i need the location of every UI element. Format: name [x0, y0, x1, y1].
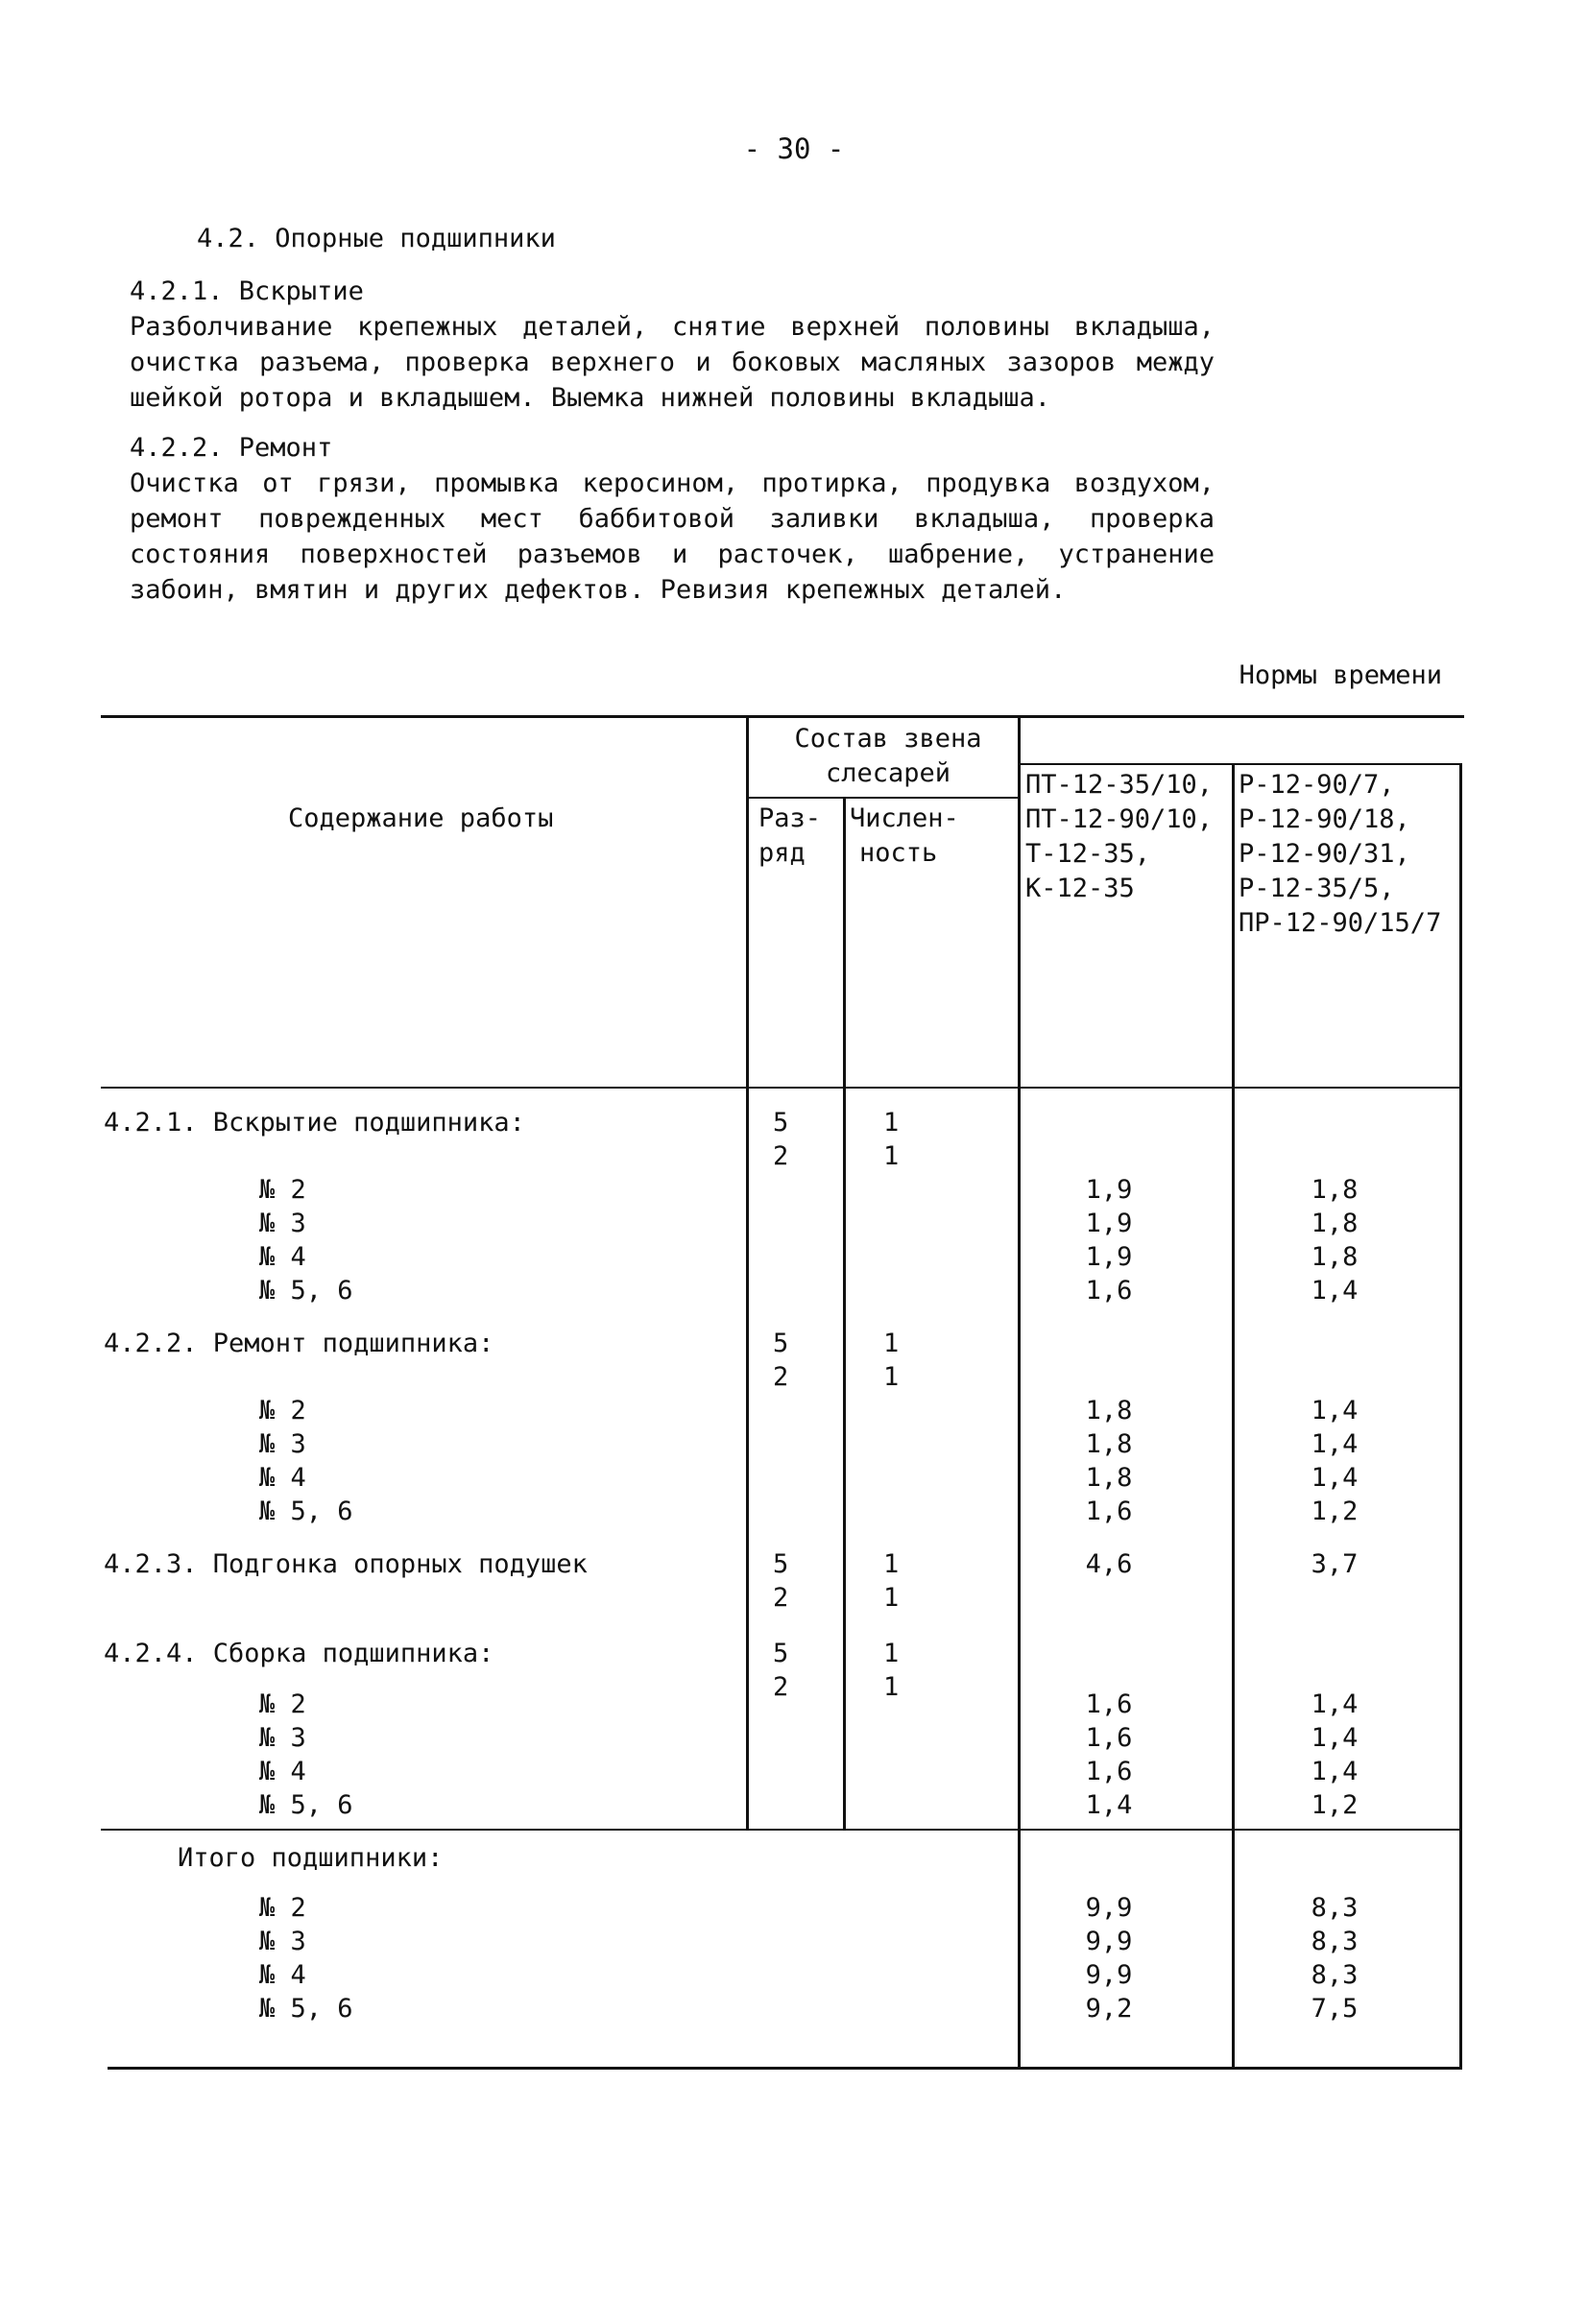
rank-value: 5 — [773, 1108, 789, 1138]
value-col-b: 1,2 — [1311, 1790, 1359, 1820]
total-col-b: 8,3 — [1311, 1927, 1359, 1956]
column-header-a-line-1: ПТ-12-35/10, — [1025, 770, 1214, 800]
table-vline-5 — [1459, 763, 1462, 2069]
column-header-b-line-4: Р-12-35/5, — [1239, 874, 1395, 903]
subsection-text-4-2-1 — [130, 309, 1215, 416]
rank-value: 2 — [773, 1141, 789, 1171]
section-heading-4-2: 4.2. Опорные подшипники — [197, 224, 556, 253]
value-col-a: 1,4 — [1085, 1790, 1133, 1820]
value-col-b: 3,7 — [1311, 1549, 1359, 1579]
total-col-a: 9,9 — [1085, 1893, 1133, 1923]
value-col-a: 4,6 — [1085, 1549, 1133, 1579]
table-header-bottom-rule — [101, 1087, 1462, 1089]
total-row-label: № 4 — [259, 1960, 306, 1990]
row-label: № 2 — [259, 1689, 306, 1719]
row-label: № 3 — [259, 1723, 306, 1753]
value-col-b: 1,4 — [1311, 1463, 1359, 1493]
page-number: - 30 - — [743, 132, 845, 165]
count-value: 1 — [883, 1549, 900, 1579]
row-label: № 5, 6 — [259, 1790, 353, 1820]
table-vline-3 — [1018, 715, 1021, 2069]
total-col-a: 9,2 — [1085, 1994, 1133, 2024]
column-header-rank-1: Раз- — [758, 803, 822, 833]
total-col-b: 8,3 — [1311, 1893, 1359, 1923]
column-header-b-line-5: ПР-12-90/15/7 — [1239, 908, 1442, 938]
table-crew-rule — [746, 797, 1019, 799]
value-col-b: 1,4 — [1311, 1396, 1359, 1426]
subsection-heading-4-2-1: 4.2.1. Вскрытие — [130, 276, 364, 306]
total-row-label: № 5, 6 — [259, 1994, 353, 2024]
group-title: 4.2.2. Ремонт подшипника: — [104, 1329, 494, 1358]
row-label: № 4 — [259, 1463, 306, 1493]
value-col-a: 1,9 — [1085, 1175, 1133, 1205]
total-row-label: № 3 — [259, 1927, 306, 1956]
value-col-a: 1,6 — [1085, 1757, 1133, 1786]
subsection-text-4-2-2 — [130, 466, 1215, 608]
value-col-b: 1,4 — [1311, 1723, 1359, 1753]
value-col-a: 1,6 — [1085, 1689, 1133, 1719]
norms-caption: Нормы времени — [1239, 660, 1442, 690]
value-col-b: 1,2 — [1311, 1497, 1359, 1526]
group-title: 4.2.4. Сборка подшипника: — [104, 1639, 494, 1668]
subsection-heading-4-2-2: 4.2.2. Ремонт — [130, 433, 333, 463]
group-title: 4.2.1. Вскрытие подшипника: — [104, 1108, 525, 1138]
count-value: 1 — [883, 1329, 900, 1358]
row-label: № 4 — [259, 1757, 306, 1786]
column-header-count-1: Числен- — [850, 803, 959, 833]
value-col-b: 1,4 — [1311, 1276, 1359, 1306]
total-row-label: № 2 — [259, 1893, 306, 1923]
value-col-a: 1,6 — [1085, 1276, 1133, 1306]
row-label: № 2 — [259, 1175, 306, 1205]
table-subheader-rule — [1018, 763, 1462, 765]
value-col-b: 1,8 — [1311, 1209, 1359, 1238]
value-col-b: 1,4 — [1311, 1429, 1359, 1459]
value-col-b: 1,8 — [1311, 1175, 1359, 1205]
total-col-a: 9,9 — [1085, 1927, 1133, 1956]
count-value: 1 — [883, 1141, 900, 1171]
total-col-a: 9,9 — [1085, 1960, 1133, 1990]
table-vline-4 — [1232, 763, 1235, 2069]
rank-value: 5 — [773, 1639, 789, 1668]
table-vline-2 — [843, 797, 846, 1829]
count-value: 1 — [883, 1362, 900, 1392]
column-header-b-line-3: Р-12-90/31, — [1239, 839, 1410, 869]
row-label: № 3 — [259, 1209, 306, 1238]
paragraph-repair: Очистка от грязи, промывка керосином, протирка, продувка воздухом, ремонт поврежденных мест баббитовой заливки вкладыша, проверка состояния поверхностей разъемов и расточек, шабрение, устранение забоин, вмятин и других дефектов. Ревизия крепежных деталей. — [130, 468, 1215, 605]
total-col-b: 7,5 — [1311, 1994, 1359, 2024]
count-value: 1 — [883, 1108, 900, 1138]
column-header-a-line-4: К-12-35 — [1025, 874, 1135, 903]
row-label: № 2 — [259, 1396, 306, 1426]
row-label: № 3 — [259, 1429, 306, 1459]
rank-value: 5 — [773, 1549, 789, 1579]
count-value: 1 — [883, 1583, 900, 1613]
value-col-a: 1,6 — [1085, 1497, 1133, 1526]
rank-value: 2 — [773, 1672, 789, 1702]
row-label: № 5, 6 — [259, 1276, 353, 1306]
value-col-a: 1,9 — [1085, 1242, 1133, 1272]
rank-value: 5 — [773, 1329, 789, 1358]
table-vline-1 — [746, 715, 749, 1829]
table-top-rule — [101, 715, 1464, 718]
value-col-a: 1,8 — [1085, 1396, 1133, 1426]
value-col-a: 1,6 — [1085, 1723, 1133, 1753]
row-label: № 4 — [259, 1242, 306, 1272]
column-header-work: Содержание работы — [288, 803, 554, 833]
table-total-rule — [101, 1829, 1462, 1831]
value-col-a: 1,8 — [1085, 1463, 1133, 1493]
total-title: Итого подшипники: — [178, 1843, 444, 1873]
count-value: 1 — [883, 1639, 900, 1668]
value-col-a: 1,9 — [1085, 1209, 1133, 1238]
rank-value: 2 — [773, 1583, 789, 1613]
total-col-b: 8,3 — [1311, 1960, 1359, 1990]
paragraph-opening: Разболчивание крепежных деталей, снятие верхней половины вкладыша, очистка разъема, проверка верхнего и боковых масляных зазоров между шейкой ротора и вкладышем. Выемка нижней половины вкладыша. — [130, 312, 1215, 413]
column-header-crew: Состав звена слесарей — [794, 724, 982, 788]
table-bottom-rule — [108, 2067, 1462, 2070]
column-header-count-2: ность — [859, 838, 938, 868]
column-header-b-line-2: Р-12-90/18, — [1239, 804, 1410, 834]
group-title: 4.2.3. Подгонка опорных подушек — [104, 1549, 588, 1579]
column-header-a-line-2: ПТ-12-90/10, — [1025, 804, 1214, 834]
value-col-b: 1,8 — [1311, 1242, 1359, 1272]
column-header-a-line-3: Т-12-35, — [1025, 839, 1151, 869]
value-col-b: 1,4 — [1311, 1757, 1359, 1786]
column-header-b-line-1: Р-12-90/7, — [1239, 770, 1395, 800]
value-col-b: 1,4 — [1311, 1689, 1359, 1719]
rank-value: 2 — [773, 1362, 789, 1392]
row-label: № 5, 6 — [259, 1497, 353, 1526]
count-value: 1 — [883, 1672, 900, 1702]
column-header-rank-2: ряд — [758, 838, 806, 868]
value-col-a: 1,8 — [1085, 1429, 1133, 1459]
